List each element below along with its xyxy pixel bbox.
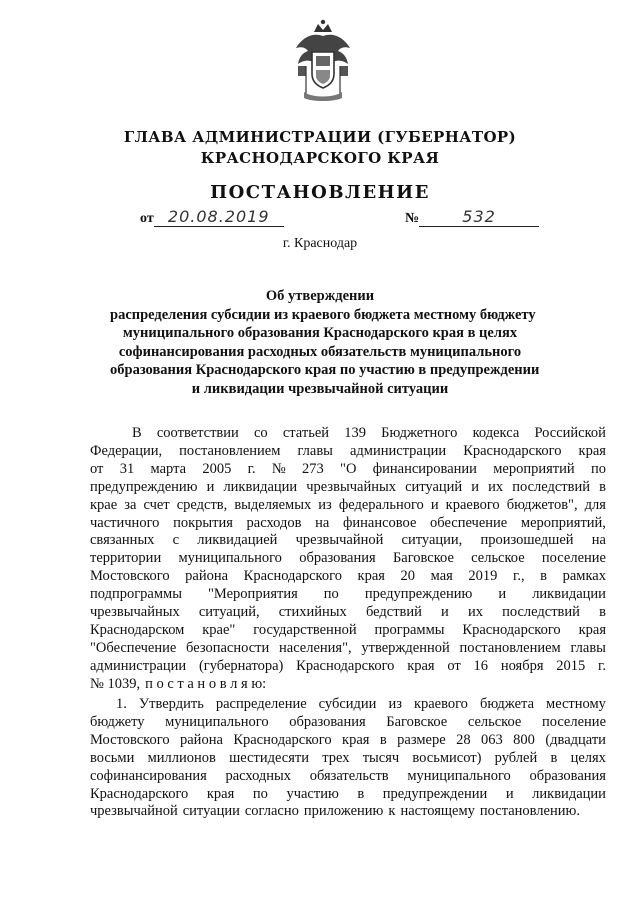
text-line: чрезвычайных ситуаций, стихийных бедствий и их последствий в [90,604,606,621]
date-field [140,207,284,227]
document-title [110,287,540,399]
text-line: подпрограммы "Мероприятия по предупреждению и ликвидации [90,586,606,603]
text-line: Краснодарском крае" государственной программы Краснодарского края [90,621,606,638]
document-type: ПОСТАНОВЛЕНИЕ [210,182,430,203]
text-line: Мостовского района Краснодарского края в размере 28 063 800 (двадцати [90,731,606,748]
decree-word: п о с т а н о в л я ю: [145,675,267,692]
issuer-line-2: КРАСНОДАРСКОГО КРАЯ [200,149,440,167]
number-label: № [405,211,420,226]
issuer-line-1: ГЛАВА АДМИНИСТРАЦИИ (ГУБЕРНАТОР) [123,128,517,146]
date-value: 20.08.2019 [154,207,284,227]
text-line: администрации (губернатора) Краснодарского края от 16 ноября 2015 г. [90,657,606,674]
text-line: чрезвычайной ситуации согласно приложению к настоящему постановлению. [90,803,580,820]
text-line: связанных с ликвидацией чрезвычайной ситуации, произошедшей на [90,532,606,549]
decree-number: № 1039, [90,675,141,692]
preamble-paragraph [90,425,606,694]
number-field [405,207,539,227]
text-line: В соответствии со статьей 139 Бюджетного кодекса Российской [132,425,606,441]
title-line: муниципального образования Краснодарского края в целях [122,325,518,342]
title-line: и ликвидации чрезвычайной ситуации [191,380,449,397]
title-line: Об утверждении [265,288,375,304]
text-line: "Обеспечение безопасности населения", утвержденной постановлением главы [90,639,606,656]
text-line: бюджету муниципального образования Баговское сельское поселение [90,713,606,730]
title-line: распределения субсидии из краевого бюджета местному бюджету [110,306,536,323]
title-line: софинансирования расходных обязательств муниципального [118,343,522,360]
city: г. Краснодар [282,236,358,251]
text-line: Мостовского района Краснодарского края 20 мая 2019 г., в рамках [90,568,606,585]
text-line: 1. Утвердить распределение субсидии из краевого бюджета местному [116,696,606,712]
text-line: от 31 марта 2005 г. № 273 "О финансировании мероприятий по [90,460,606,477]
clause-1-paragraph [90,696,606,821]
text-line: Краснодарского края по участию в предупреждении и ликвидации [90,785,606,802]
text-line: предупреждению и ликвидации чрезвычайных ситуаций и их последствий в [90,478,606,495]
text-line: восьми миллионов шестидесяти трех тысяч восьмисот) рублей в целях [90,749,606,766]
text-line: софинансирования расходных обязательств муниципального образования [90,767,606,784]
coat-of-arms-emblem [292,18,354,102]
text-line [90,676,606,694]
text-line: частичного покрытия расходов на финансовое обеспечение мероприятий, [90,514,606,531]
date-label: от [140,211,154,226]
number-value: 532 [419,207,539,227]
text-line: крае за счет средств, выделяемых из федерального и краевого бюджетов", для [90,496,606,513]
title-line: образования Краснодарского края по участию в предупреждении [110,362,540,379]
text-line: территории муниципального образования Баговское сельское поселение [90,550,606,567]
text-line: Федерации, постановлением главы администрации Краснодарского края [90,442,606,459]
